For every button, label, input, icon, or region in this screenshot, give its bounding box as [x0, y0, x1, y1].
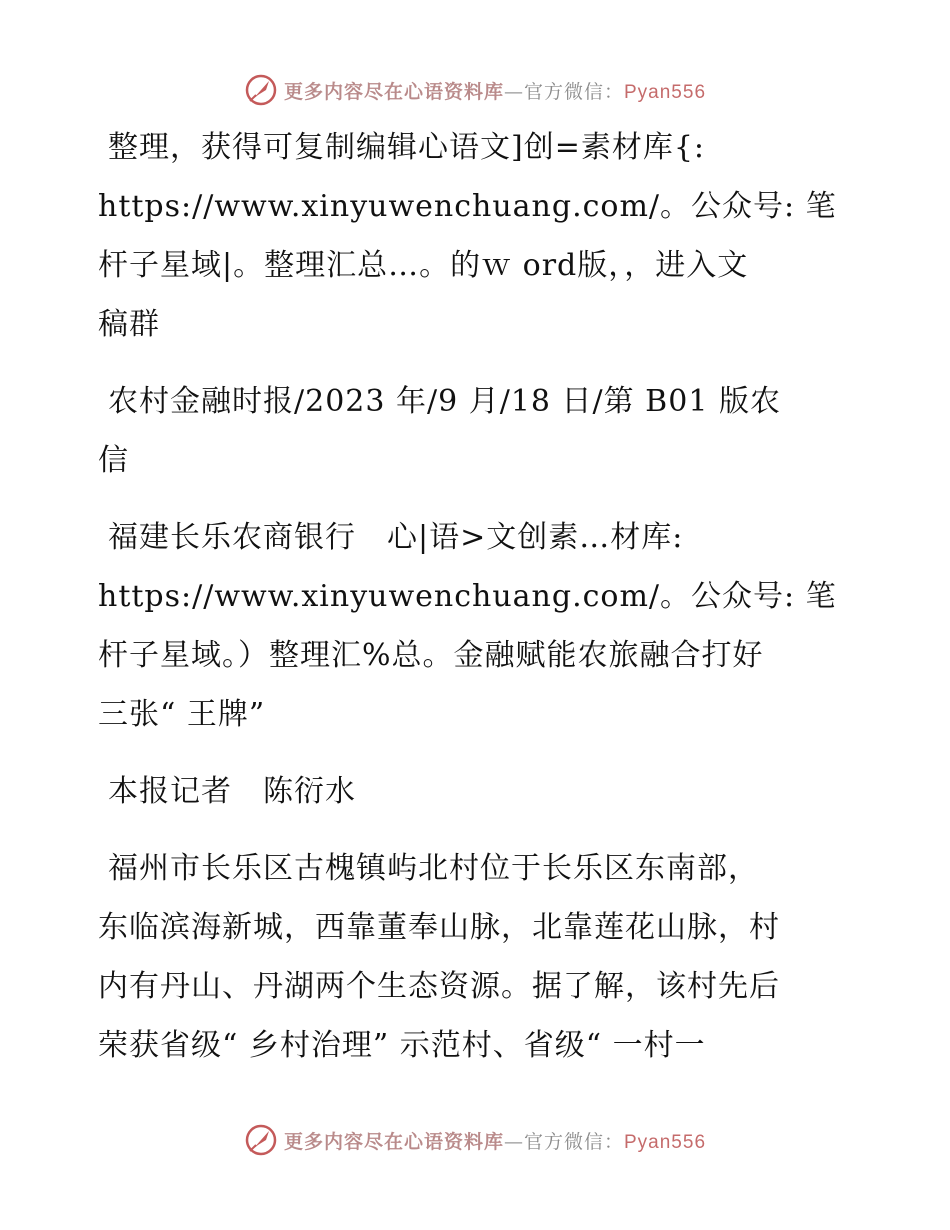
- paragraph: [98, 762, 858, 821]
- watermark-main: 更多内容尽在心语资料库: [283, 80, 504, 103]
- paragraph: [98, 118, 858, 354]
- page-header-watermark: [0, 70, 950, 110]
- watermark: [244, 73, 706, 107]
- paragraph-text: 福州市长乐区古槐镇屿北村位于长乐区东南部， 东临滨海新城，西靠董奉山脉，北靠莲花山脉，村 内有丹山、丹湖两个生态资源。据了解，该村先后 荣获省级“ 乡村治理” 示范村、省级“ 一村一: [98, 851, 780, 1063]
- watermark-dash: —: [503, 1130, 524, 1153]
- paragraph-text: 整理，获得可复制编辑心语文]创=素材库{: https://www.xinyuwenchuang.com/。公众号: 笔 杆子星域|。整理汇总…。的ｗ ord版，，进入文 稿群: [98, 130, 837, 342]
- watermark-main: 更多内容尽在心语资料库: [283, 1130, 504, 1153]
- document-body: [98, 118, 858, 1093]
- watermark-account: Pyan556: [624, 81, 707, 103]
- watermark-dash: —: [503, 80, 524, 103]
- quill-logo-icon: [244, 1123, 278, 1157]
- quill-logo-icon: [244, 73, 278, 107]
- paragraph-text: 福建长乐农商银行 心|语>文创素…材库: https://www.xinyuwenchuang.com/。公众号: 笔 杆子星域。）整理汇%总。金融赋能农旅融合打好 三张“ 王牌”: [98, 520, 837, 732]
- paragraph: [98, 508, 858, 744]
- watermark-account: Pyan556: [624, 1131, 707, 1153]
- paragraph: [98, 839, 858, 1075]
- watermark: [244, 1123, 706, 1157]
- watermark-tail: 官方微信：: [523, 1130, 624, 1153]
- paragraph-text: 农村金融时报/2023 年/9 月/18 日/第 B01 版农 信: [98, 384, 781, 478]
- paragraph: [98, 372, 858, 490]
- watermark-tail: 官方微信：: [523, 80, 624, 103]
- paragraph-text: 本报记者 陈衍水: [108, 774, 356, 809]
- page-footer-watermark: [0, 1120, 950, 1160]
